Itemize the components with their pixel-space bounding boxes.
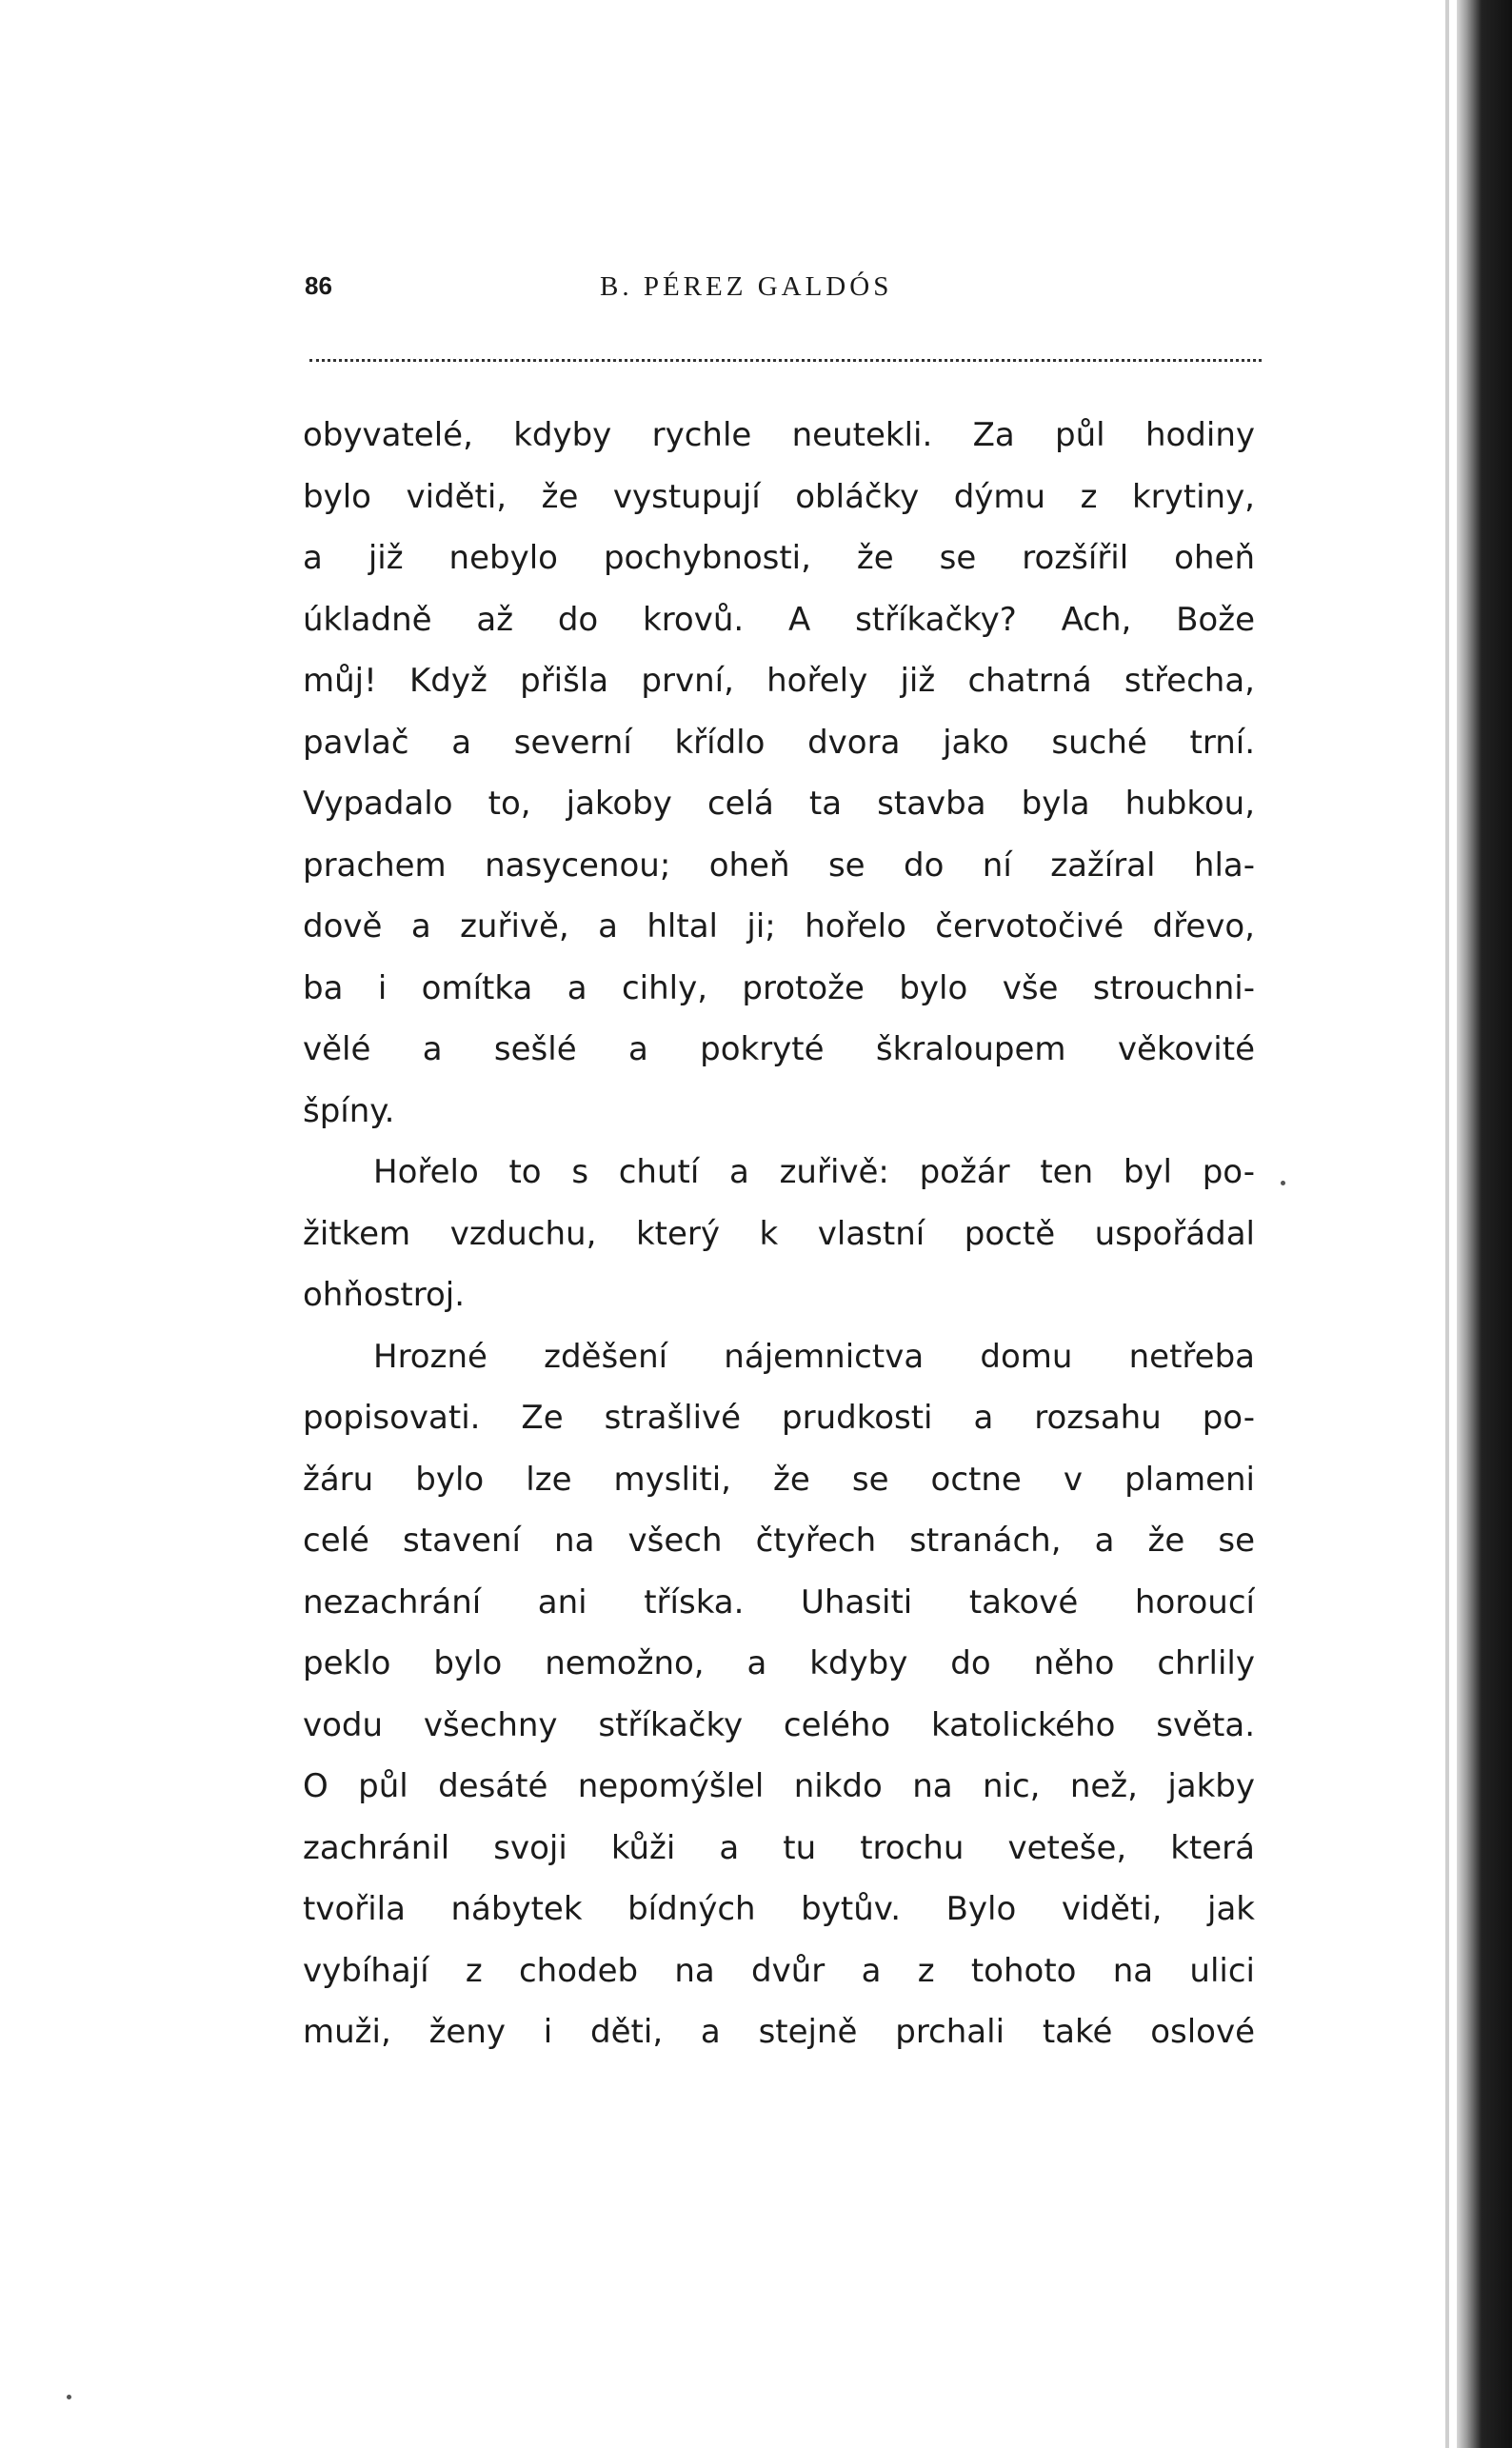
text-line: žitkem vzduchu, který k vlastní poctě uspořádal [303,1214,1255,1253]
page-number: 86 [305,271,332,300]
text-line: můj! Když přišla první, hořely již chatrná střecha, [303,662,1255,700]
text-line: popisovati. Ze strašlivé prudkosti a rozsahu po- [303,1399,1255,1437]
text-line: O půl desáté nepomýšlel nikdo na nic, než, jakby [303,1767,1255,1805]
book-spine-shadow [1457,0,1512,2448]
text-line: a již nebylo pochybnosti, že se rozšířil oheň [303,539,1255,577]
text-line: tvořila nábytek bídných bytův. Bylo viděti, jak [303,1890,1255,1928]
text-line: žáru bylo lze mysliti, že se octne v plameni [303,1460,1255,1499]
text-line: peklo bylo nemožno, a kdyby do něho chrlily [303,1644,1255,1682]
text-line: úkladně až do krovů. A stříkačky? Ach, Bože [303,600,1255,639]
text-line: prachem nasycenou; oheň se do ní zažíral hla- [303,846,1255,885]
text-line: vělé a sešlé a pokryté škraloupem věkovité [303,1030,1255,1068]
text-line: špíny. [303,1091,395,1130]
print-speck [67,2395,71,2399]
text-line: ohňostroj. [303,1276,466,1314]
running-title: B. PÉREZ GALDÓS [600,271,893,302]
text-line: Hořelo to s chutí a zuřivě: požár ten byl po- [373,1153,1255,1191]
text-line: pavlač a severní křídlo dvora jako suché trní. [303,723,1255,762]
text-line: Hrozné zděšení nájemnictva domu netřeba [373,1337,1255,1376]
text-line: bylo viděti, že vystupují obláčky dýmu z krytiny, [303,477,1255,516]
header-dotted-rule [309,359,1262,362]
text-line: ba i omítka a cihly, protože bylo vše strouchni- [303,968,1255,1007]
body-text [303,405,1255,2063]
text-line: zachránil svoji kůži a tu trochu veteše, která [303,1828,1255,1867]
text-line: Vypadalo to, jakoby celá ta stavba byla hubkou, [303,785,1255,823]
text-line: nezachrání ani tříska. Uhasiti takové horoucí [303,1582,1255,1622]
page-edge-line [1445,0,1449,2448]
text-line: vybíhají z chodeb na dvůr a z tohoto na ulici [303,1951,1255,1990]
text-line: vodu všechny stříkačky celého katolického světa. [303,1705,1255,1744]
text-line: muži, ženy i děti, a stejně prchali také oslové [303,2013,1255,2051]
text-line: celé stavení na všech čtyřech stranách, a že se [303,1522,1255,1560]
text-line: dově a zuřivě, a hltal ji; hořelo červotočivé dřevo, [303,907,1255,945]
print-speck [1281,1181,1285,1185]
text-line: obyvatelé, kdyby rychle neutekli. Za půl hodiny [303,416,1255,454]
page-header [305,271,1266,319]
